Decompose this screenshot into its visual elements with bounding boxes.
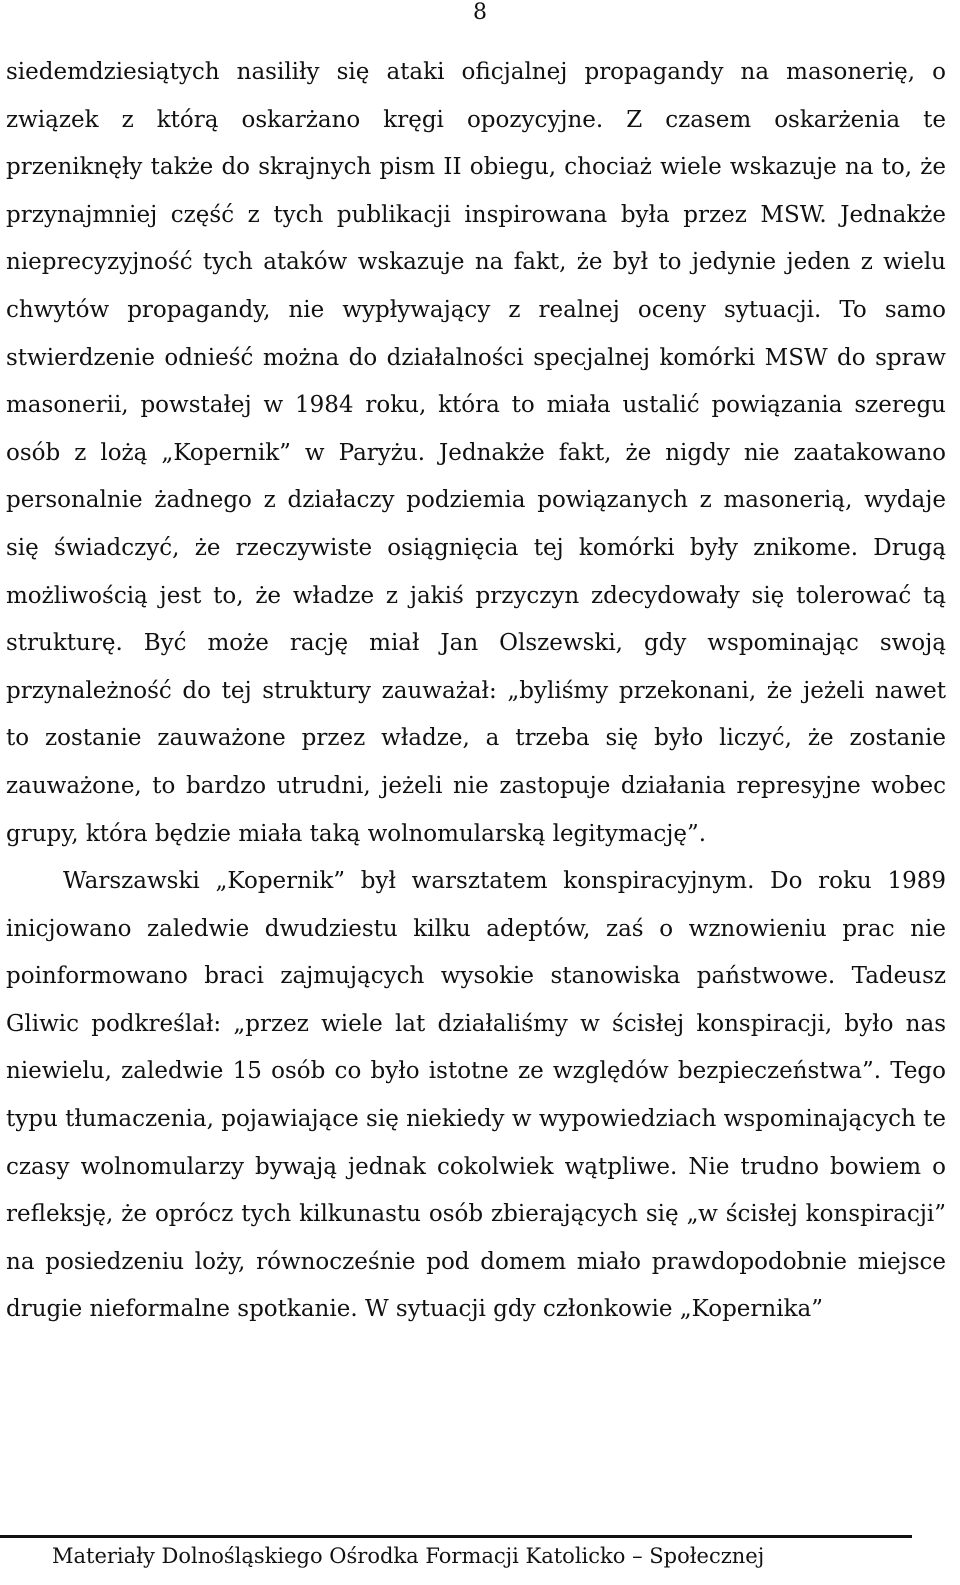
footer-text: Materiały Dolnośląskiego Ośrodka Formacji Katolicko – Społecznej — [52, 1544, 765, 1568]
paragraph-kopernik: Warszawski „Kopernik” był warsztatem konspiracyjnym. Do roku 1989 inicjowano zaledwie dwudziestu kilku adeptów, zaś o wznowieniu prac nie poinformowano braci zajmujących wysokie stanowiska państwowe. Tadeusz Gliwic podkreślał: „przez wiele lat działaliśmy w ścisłej konspiracji, było nas niewielu, zaledwie 15 osób co było istotne ze względów bezpieczeństwa”. Tego typu tłumaczenia, pojawiające się niekiedy w wypowiedziach wspominających te czasy wolnomularzy bywają jednak cokolwiek wątpliwe. Nie trudno bowiem o refleksję, że oprócz tych kilkunastu osób zbierających się „w ścisłej konspiracji” na posiedzeniu loży, równocześnie pod domem miało prawdopodobnie miejsce drugie nieformalne spotkanie. W sytuacji gdy członkowie „Kopernika” — [6, 868, 946, 1323]
body-text — [6, 49, 946, 1334]
footer-rule — [0, 1535, 912, 1538]
paragraph-continuation: siedemdziesiątych nasiliły się ataki oficjalnej propagandy na masonerię, o związek z którą oskarżano kręgi opozycyjne. Z czasem oskarżenia te przeniknęły także do skrajnych pism II obiegu, chociaż wiele wskazuje na to, że przynajmniej część z tych publikacji inspirowana była przez MSW. Jednakże nieprecyzyjność tych ataków wskazuje na fakt, że był to jedynie jeden z wielu chwytów propagandy, nie wypływający z realnej oceny sytuacji. To samo stwierdzenie odnieść można do działalności specjalnej komórki MSW do spraw masonerii, powstałej w 1984 roku, która to miała ustalić powiązania szeregu osób z lożą „Kopernik” w Paryżu. Jednakże fakt, że nigdy nie zaatakowano personalnie żadnego z działaczy podziemia powiązanych z masonerią, wydaje się świadczyć, że rzeczywiste osiągnięcia tej komórki były znikome. Drugą możliwością jest to, że władze z jakiś przyczyn zdecydowały się tolerować tą strukturę. Być może rację miał Jan Olszewski, gdy wspominając swoją przynależność do tej struktury zauważał: „byliśmy przekonani, że jeżeli nawet to zostanie zauważone przez władze, a trzeba się było liczyć, że zostanie zauważone, to bardzo utrudni, jeżeli nie zastopuje działania represyjne wobec grupy, która będzie miała taką wolnomularską legitymację”. — [6, 59, 946, 847]
page-number: 8 — [473, 0, 487, 25]
